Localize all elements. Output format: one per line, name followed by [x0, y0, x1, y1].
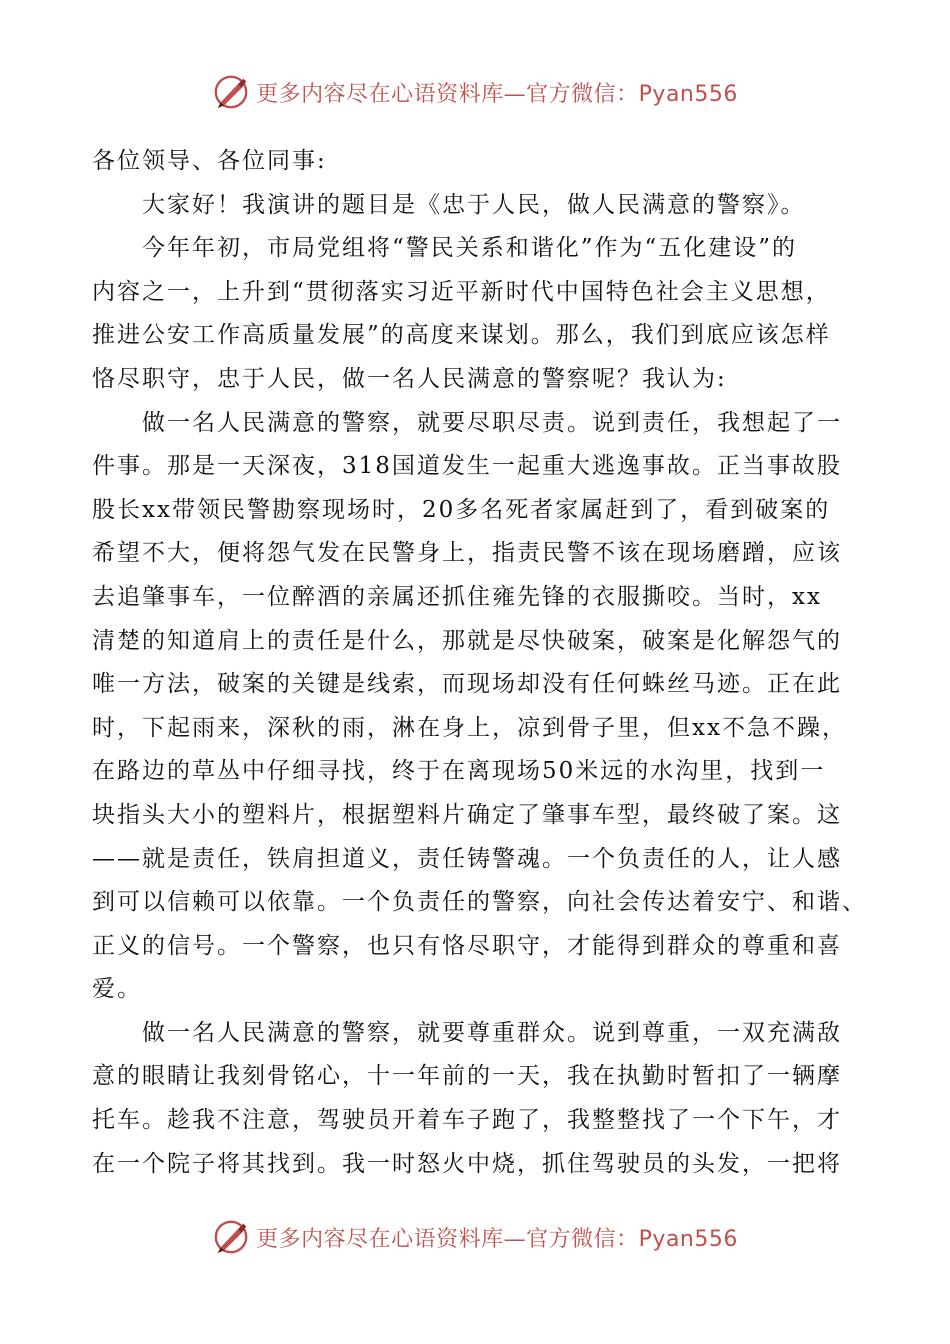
- paragraph-3: [92, 402, 867, 1012]
- text-line: 意的眼睛让我刻骨铭心，十一年前的一天，我在执勤时暂扣了一辆摩: [92, 1063, 842, 1090]
- text-line: 托车。趁我不注意，驾驶员开着车子跑了，我整整找了一个下午，才: [92, 1107, 842, 1134]
- footer-wechat-id: 官方微信：Pyan556: [526, 1226, 738, 1252]
- text-line: 时，下起雨来，深秋的雨，淋在身上，凉到骨子里，但xx不急不躁，: [92, 714, 847, 741]
- text-line: ——就是责任，铁肩担道义，责任铸警魂。一个负责任的人，让人感: [92, 845, 842, 872]
- text-line: 在路边的草丛中仔细寻找，终于在离现场50米远的水沟里，找到一: [92, 758, 826, 785]
- text-line: 正义的信号。一个警察，也只有恪尽职守，才能得到群众的尊重和喜: [92, 932, 842, 959]
- paragraph-2: [92, 227, 864, 401]
- text-line: 在一个院子将其找到。我一时怒火中烧，抓住驾驶员的头发，一把将: [92, 1150, 842, 1177]
- text-line: 清楚的知道肩上的责任是什么，那就是尽快破案，破案是化解怨气的: [92, 627, 842, 654]
- footer-banner: [0, 1215, 950, 1259]
- text-line: 唯一方法，破案的关键是线索，而现场却没有任何蛛丝马迹。正在此: [92, 671, 842, 698]
- text-line: 爱。: [92, 976, 142, 1003]
- header-wechat-id: 官方微信：Pyan556: [526, 81, 738, 107]
- paragraph-4: [92, 1012, 864, 1186]
- salutation: 各位领导、各位同事:: [92, 148, 327, 174]
- text-line: 恪尽职守，忠于人民，做一名人民满意的警察呢？我认为:: [92, 365, 727, 392]
- pen-logo-icon: [212, 73, 250, 111]
- text-line: 块指头大小的塑料片，根据塑料片确定了肇事车型，最终破了案。这: [92, 801, 842, 828]
- document-body: [92, 140, 867, 1186]
- text-line: 做一名人民满意的警察，就要尽职尽责。说到责任，我想起了一: [142, 409, 842, 436]
- text-line: 到可以信赖可以依靠。一个负责任的警察，向社会传达着安宁、和谐、: [92, 889, 867, 916]
- text-line: 件事。那是一天深夜，318国道发生一起重大逃逸事故。正当事故股: [92, 453, 842, 480]
- text-line: 大家好！我演讲的题目是《忠于人民，做人民满意的警察》。: [142, 191, 806, 218]
- text-line: 去追肇事车，一位醉酒的亲属还抓住雍先锋的衣服撕咬。当时，xx: [92, 583, 822, 610]
- text-line: 做一名人民满意的警察，就要尊重群众。说到尊重，一双充满敌: [142, 1019, 842, 1046]
- header-banner: [0, 70, 950, 114]
- footer-banner-text: 更多内容尽在心语资料库—官方微信：Pyan556: [256, 1226, 738, 1252]
- text-line: 希望不大，便将怨气发在民警身上，指责民警不该在现场磨蹭，应该: [92, 540, 842, 567]
- text-line: 推进公安工作高质量发展”的高度来谋划。那么，我们到底应该怎样: [92, 322, 831, 349]
- text-line: 内容之一，上升到“贯彻落实习近平新时代中国特色社会主义思想，: [92, 278, 831, 305]
- pen-logo-icon: [212, 1218, 250, 1256]
- text-line: 股长xx带领民警勘察现场时，20多名死者家属赶到了，看到破案的: [92, 496, 831, 523]
- header-banner-text: 更多内容尽在心语资料库—官方微信：Pyan556: [256, 81, 738, 107]
- paragraph-1: [92, 184, 864, 228]
- text-line: 今年年初，市局党组将“警民关系和谐化”作为“五化建设”的: [142, 235, 798, 262]
